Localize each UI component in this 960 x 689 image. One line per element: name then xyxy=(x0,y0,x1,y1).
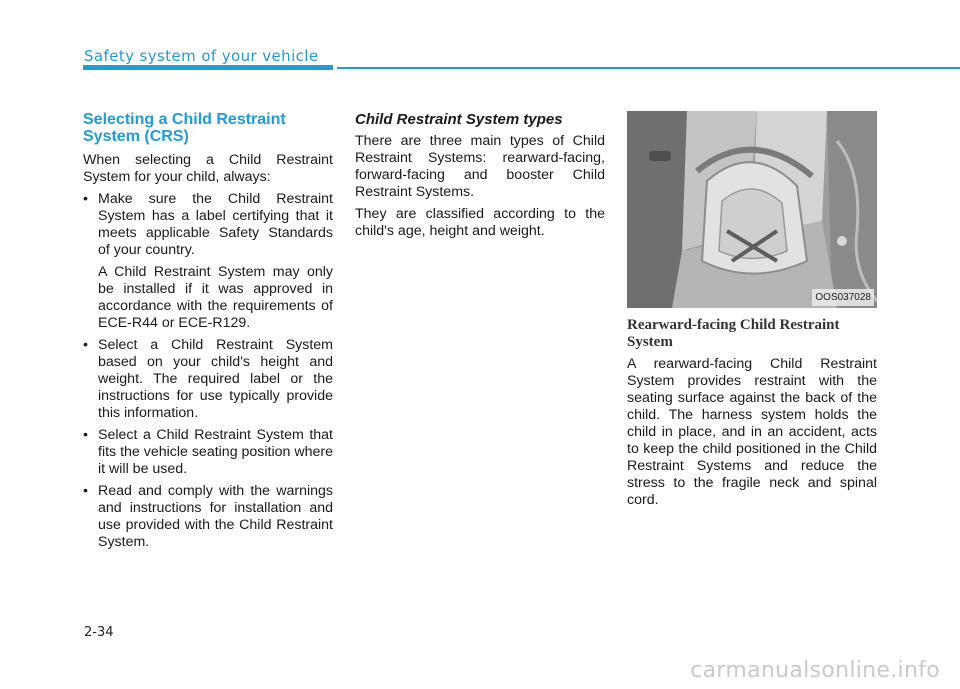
rearward-crs-illustration xyxy=(627,111,877,308)
list-item xyxy=(83,191,333,332)
page-number: 2-34 xyxy=(84,625,114,640)
list-item-text: Select a Child Restraint System based on your child's height and weight. The required label or the instructions for use typically provide this information. xyxy=(98,337,333,421)
bullet-icon: • xyxy=(83,483,88,499)
section-title: Selecting a Child Restraint System (CRS) xyxy=(83,111,286,145)
figure-code-label: OOS037028 xyxy=(812,289,874,306)
crs-types-title: Child Restraint System types xyxy=(355,111,563,128)
rearward-crs-title: Rearward-facing Child Restraint System xyxy=(627,317,840,350)
bullet-icon: • xyxy=(83,337,88,353)
column-middle xyxy=(355,111,605,245)
bullet-icon: • xyxy=(83,427,88,443)
list-item-text: Read and comply with the warnings and instructions for installation and use provided with the Child Restraint System. xyxy=(98,483,333,550)
crs-types-paragraph-1: There are three main types of Child Restraint Systems: rearward-facing, forward-facing and booster Child Restraint Systems. xyxy=(355,133,605,200)
list-item xyxy=(83,337,333,422)
requirements-list xyxy=(83,191,333,551)
intro-paragraph: When selecting a Child Restraint System for your child, always: xyxy=(83,152,333,185)
rearward-crs-paragraph: A rearward-facing Child Restraint System provides restraint with the seating surface against the back of the child. The harness system holds the child in place, and in an accident, acts to keep the child positioned in the Child Restraint Systems and reduce the stress to the fragile neck and spinal cord. xyxy=(627,356,877,508)
section-header-title: Safety system of your vehicle xyxy=(84,47,319,65)
list-item-text: Select a Child Restraint System that fits the vehicle seating position where it will be used. xyxy=(98,427,334,477)
list-item xyxy=(83,483,333,551)
site-watermark: carmanualsonline.info xyxy=(690,658,940,683)
list-item xyxy=(83,427,333,478)
header-rule-thin xyxy=(337,67,960,69)
approval-note: A Child Restraint System may only be installed if it was approved in accordance with the requirements of ECE-R44 or ECE-R129. xyxy=(98,264,333,331)
crs-types-paragraph-2: They are classified according to the child's age, height and weight. xyxy=(355,206,605,239)
column-left xyxy=(83,111,333,556)
bullet-icon: • xyxy=(83,191,88,207)
column-right xyxy=(627,111,877,514)
car-seat-illustration-icon xyxy=(627,111,877,308)
header-rule-thick xyxy=(83,65,333,70)
list-item-text: Make sure the Child Restraint System has a label certifying that it meets applicable Safety Standards of your country. xyxy=(98,191,333,258)
